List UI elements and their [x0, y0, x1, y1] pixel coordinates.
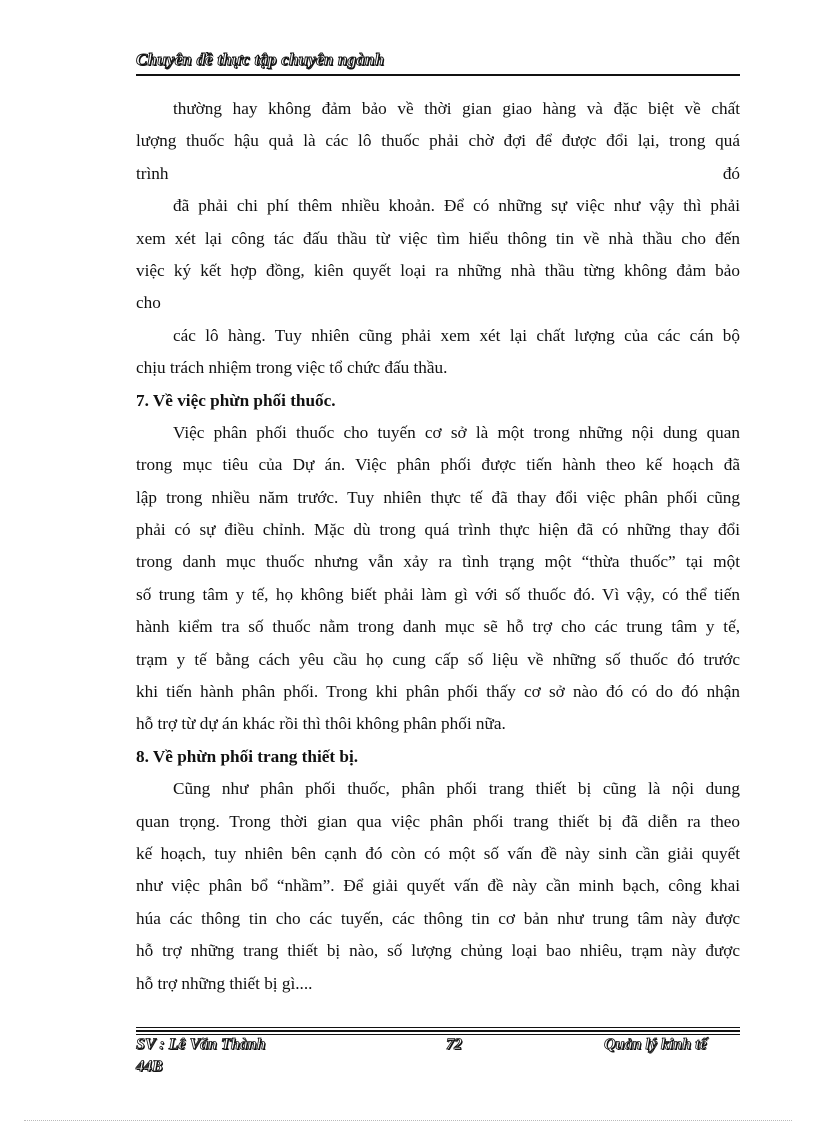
- footer-class: 44B: [136, 1058, 163, 1075]
- text-line: Cũng như phân phối thuốc, phân phối trang thiết bị cũng là nội dung: [173, 779, 740, 799]
- text-line: lượng thuốc hậu quả là các lô thuốc phải chờ đợi để được đổi lại, trong quá: [136, 131, 740, 151]
- footer-divider: [136, 1034, 740, 1035]
- footer-subject: Quản lý kinh tế: [604, 1036, 707, 1053]
- text-line: quan trọng. Trong thời gian qua việc phân phối trang thiết bị đã diễn ra theo: [136, 811, 740, 831]
- footer-divider: [136, 1027, 740, 1028]
- text-line: húa các thông tin cho các tuyến, các thông tin cơ bản như trung tâm này được: [136, 908, 740, 928]
- text-line: kế hoạch, tuy nhiên bên cạnh đó còn có một số vấn đề này sinh cần giải quyết: [136, 843, 740, 863]
- text-line: trong danh mục thuốc nhưng vẫn xảy ra tình trạng một “thừa thuốc” tại một: [136, 552, 740, 572]
- text-line: khi tiến hành phân phối. Trong khi phân phối thấy cơ sở nào đó có do đó nhận: [136, 682, 740, 702]
- document-body: [136, 93, 740, 1000]
- footer-student: SV : Lê Văn Thành: [136, 1036, 266, 1053]
- text-line: cho: [136, 293, 161, 313]
- text-line: [136, 158, 740, 190]
- text-line: đã phải chi phí thêm nhiều khoản. Để có những sự việc như vậy thì phải: [173, 196, 740, 216]
- text-line: hỗ trợ những thiết bị gì....: [136, 973, 313, 993]
- page-header: [136, 50, 740, 76]
- page-boundary: [24, 1120, 792, 1121]
- header-title: Chuyên đề thực tập chuyên ngành: [136, 50, 385, 69]
- text-line: chịu trách nhiệm trong việc tổ chức đấu thầu.: [136, 358, 448, 378]
- section-heading: 8. Về phừn phối trang thiết bị.: [136, 746, 359, 766]
- text-line: việc ký kết hợp đồng, kiên quyết loại ra những nhà thầu từng không đảm bảo: [136, 260, 740, 280]
- section-heading: 7. Về việc phừn phối thuốc.: [136, 390, 336, 410]
- text-line: hỗ trợ từ dự án khác rồi thì thôi không phân phối nữa.: [136, 714, 506, 734]
- text-line: hành kiểm tra số thuốc nằm trong danh mục sẽ hỗ trợ cho các trung tâm y tế,: [136, 617, 740, 637]
- text-line: trạm y tế bằng cách yêu cầu họ cung cấp số liệu về những số thuốc đó trước: [136, 649, 740, 669]
- text-line: các lô hàng. Tuy nhiên cũng phải xem xét lại chất lượng của các cán bộ: [173, 325, 740, 345]
- text-line: phải có sự điều chỉnh. Mặc dù trong quá trình thực hiện đã có những thay đổi: [136, 520, 740, 540]
- text-line: thường hay không đảm bảo về thời gian giao hàng và đặc biệt về chất: [173, 99, 740, 118]
- text-fragment: đó: [722, 163, 740, 183]
- text-line: lập trong nhiều năm trước. Tuy nhiên thực tế đã thay đổi việc phân phối cũng: [136, 487, 740, 507]
- text-line: xem xét lại công tác đấu thầu từ việc tìm hiểu thông tin về nhà thầu cho đến: [136, 228, 740, 248]
- text-line: trong mục tiêu của Dự án. Việc phân phối được tiến hành theo kế hoạch đã: [136, 455, 740, 475]
- text-line: hỗ trợ những trang thiết bị nào, số lượng chủng loại bao nhiêu, trạm này được: [136, 941, 740, 961]
- page-number: 72: [446, 1036, 462, 1053]
- text-line: Việc phân phối thuốc cho tuyến cơ sở là một trong những nội dung quan: [173, 422, 740, 442]
- text-line: số trung tâm y tế, họ không biết phải làm gì với số thuốc đó. Vì vậy, có thể tiến: [136, 584, 740, 604]
- text-line: như việc phân bổ “nhầm”. Để giải quyết vấn đề này cần minh bạch, công khai: [136, 876, 740, 896]
- footer-divider: [136, 1030, 740, 1032]
- text-fragment: trình: [136, 163, 169, 183]
